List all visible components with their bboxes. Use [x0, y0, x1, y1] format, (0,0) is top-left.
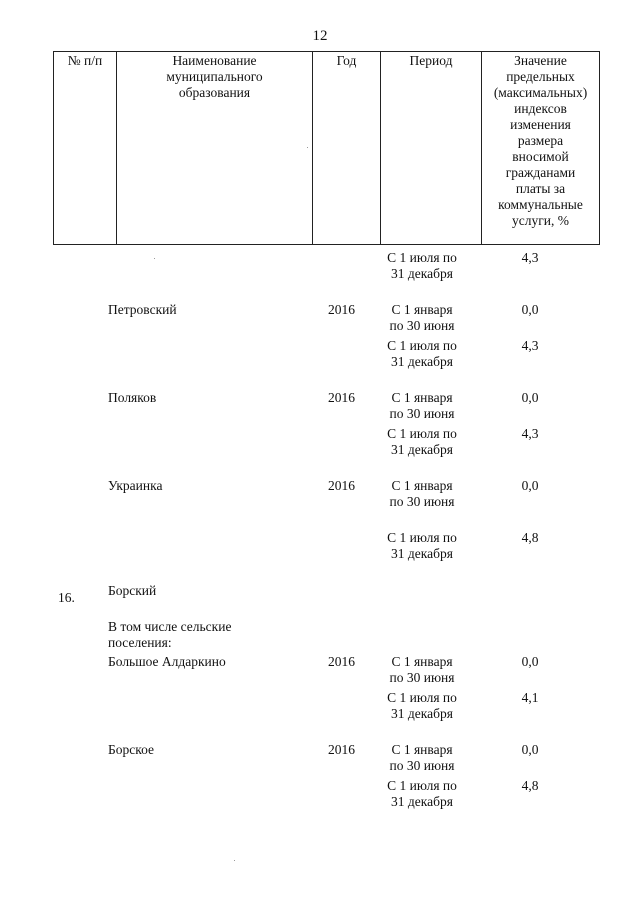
- value-second-half: 4,3: [521, 338, 539, 353]
- period-first-half: С 1 января по 30 июня: [389, 390, 455, 421]
- value-second-half: 4,1: [521, 690, 539, 705]
- settlement-name: Петровский: [108, 302, 177, 317]
- scan-speck: [154, 258, 155, 259]
- settlement-year: 2016: [328, 654, 355, 669]
- district-number: 16.: [58, 590, 75, 605]
- page-number: 12: [312, 28, 328, 44]
- continuation-period: С 1 июля по 31 декабря: [387, 250, 457, 281]
- header-name: Наименование муниципального образования: [117, 52, 313, 245]
- value-first-half: 0,0: [521, 742, 539, 757]
- value-second-half: 4,8: [521, 530, 539, 545]
- continuation-value: 4,3: [521, 250, 539, 265]
- scan-speck: [234, 860, 235, 861]
- period-second-half: С 1 июля по 31 декабря: [387, 690, 457, 721]
- period-second-half: С 1 июля по 31 декабря: [387, 338, 457, 369]
- period-second-half: С 1 июля по 31 декабря: [387, 530, 457, 561]
- settlement-name: Борское: [108, 742, 155, 757]
- header-year: Год: [313, 52, 381, 245]
- value-first-half: 0,0: [521, 478, 539, 493]
- scan-speck: [307, 147, 308, 148]
- district-name: Борский: [108, 583, 157, 598]
- settlement-year: 2016: [328, 302, 355, 317]
- table-header: [53, 51, 600, 245]
- settlement-year: 2016: [328, 390, 355, 405]
- settlement-year: 2016: [328, 478, 355, 493]
- value-second-half: 4,8: [521, 778, 539, 793]
- settlement-name: Поляков: [108, 390, 157, 405]
- settlement-year: 2016: [328, 742, 355, 757]
- period-first-half: С 1 января по 30 июня: [389, 654, 455, 685]
- period-second-half: С 1 июля по 31 декабря: [387, 426, 457, 457]
- header-period: Период: [381, 52, 482, 245]
- settlement-name: Большое Алдаркино: [108, 654, 226, 669]
- value-first-half: 0,0: [521, 302, 539, 317]
- header-value: Значение предельных (максимальных) индексов изменения размера вносимой гражданами платы за коммунальные услуги, %: [482, 52, 600, 245]
- settlement-name: Украинка: [108, 478, 163, 493]
- period-second-half: С 1 июля по 31 декабря: [387, 778, 457, 809]
- header-num: № п/п: [54, 52, 117, 245]
- district-subheading: В том числе сельские поселения:: [108, 619, 232, 650]
- period-first-half: С 1 января по 30 июня: [389, 478, 455, 509]
- value-first-half: 0,0: [521, 654, 539, 669]
- value-second-half: 4,3: [521, 426, 539, 441]
- value-first-half: 0,0: [521, 390, 539, 405]
- period-first-half: С 1 января по 30 июня: [389, 302, 455, 333]
- period-first-half: С 1 января по 30 июня: [389, 742, 455, 773]
